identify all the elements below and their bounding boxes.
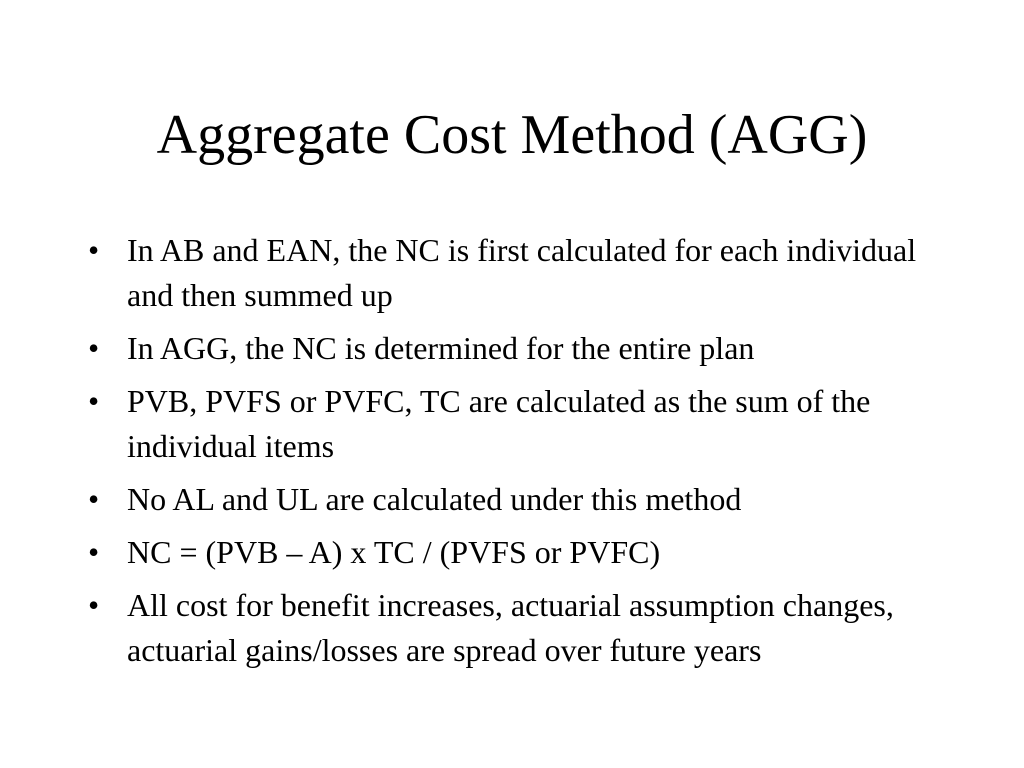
bullet-item xyxy=(88,530,968,575)
bullet-text: In AB and EAN, the NC is first calculated for each individual and then summed up xyxy=(127,232,917,313)
bullet-icon: • xyxy=(88,587,100,623)
bullet-icon: • xyxy=(88,534,100,570)
bullet-list xyxy=(88,228,968,681)
bullet-item xyxy=(88,477,968,522)
bullet-text: PVB, PVFS or PVFC, TC are calculated as the sum of the individual items xyxy=(127,383,871,464)
bullet-icon: • xyxy=(88,481,100,517)
bullet-item xyxy=(88,326,968,371)
bullet-icon: • xyxy=(88,330,100,366)
bullet-text: All cost for benefit increases, actuarial assumption changes, actuarial gains/losses are spread over future years xyxy=(127,587,894,668)
bullet-item xyxy=(88,228,968,318)
bullet-text: NC = (PVB – A) x TC / (PVFS or PVFC) xyxy=(127,534,661,570)
bullet-icon: • xyxy=(88,232,100,268)
bullet-text: In AGG, the NC is determined for the entire plan xyxy=(127,330,755,366)
bullet-item xyxy=(88,583,968,673)
bullet-item xyxy=(88,379,968,469)
slide-title: Aggregate Cost Method (AGG) xyxy=(156,104,868,166)
bullet-text: No AL and UL are calculated under this method xyxy=(127,481,742,517)
bullet-icon: • xyxy=(88,383,100,419)
